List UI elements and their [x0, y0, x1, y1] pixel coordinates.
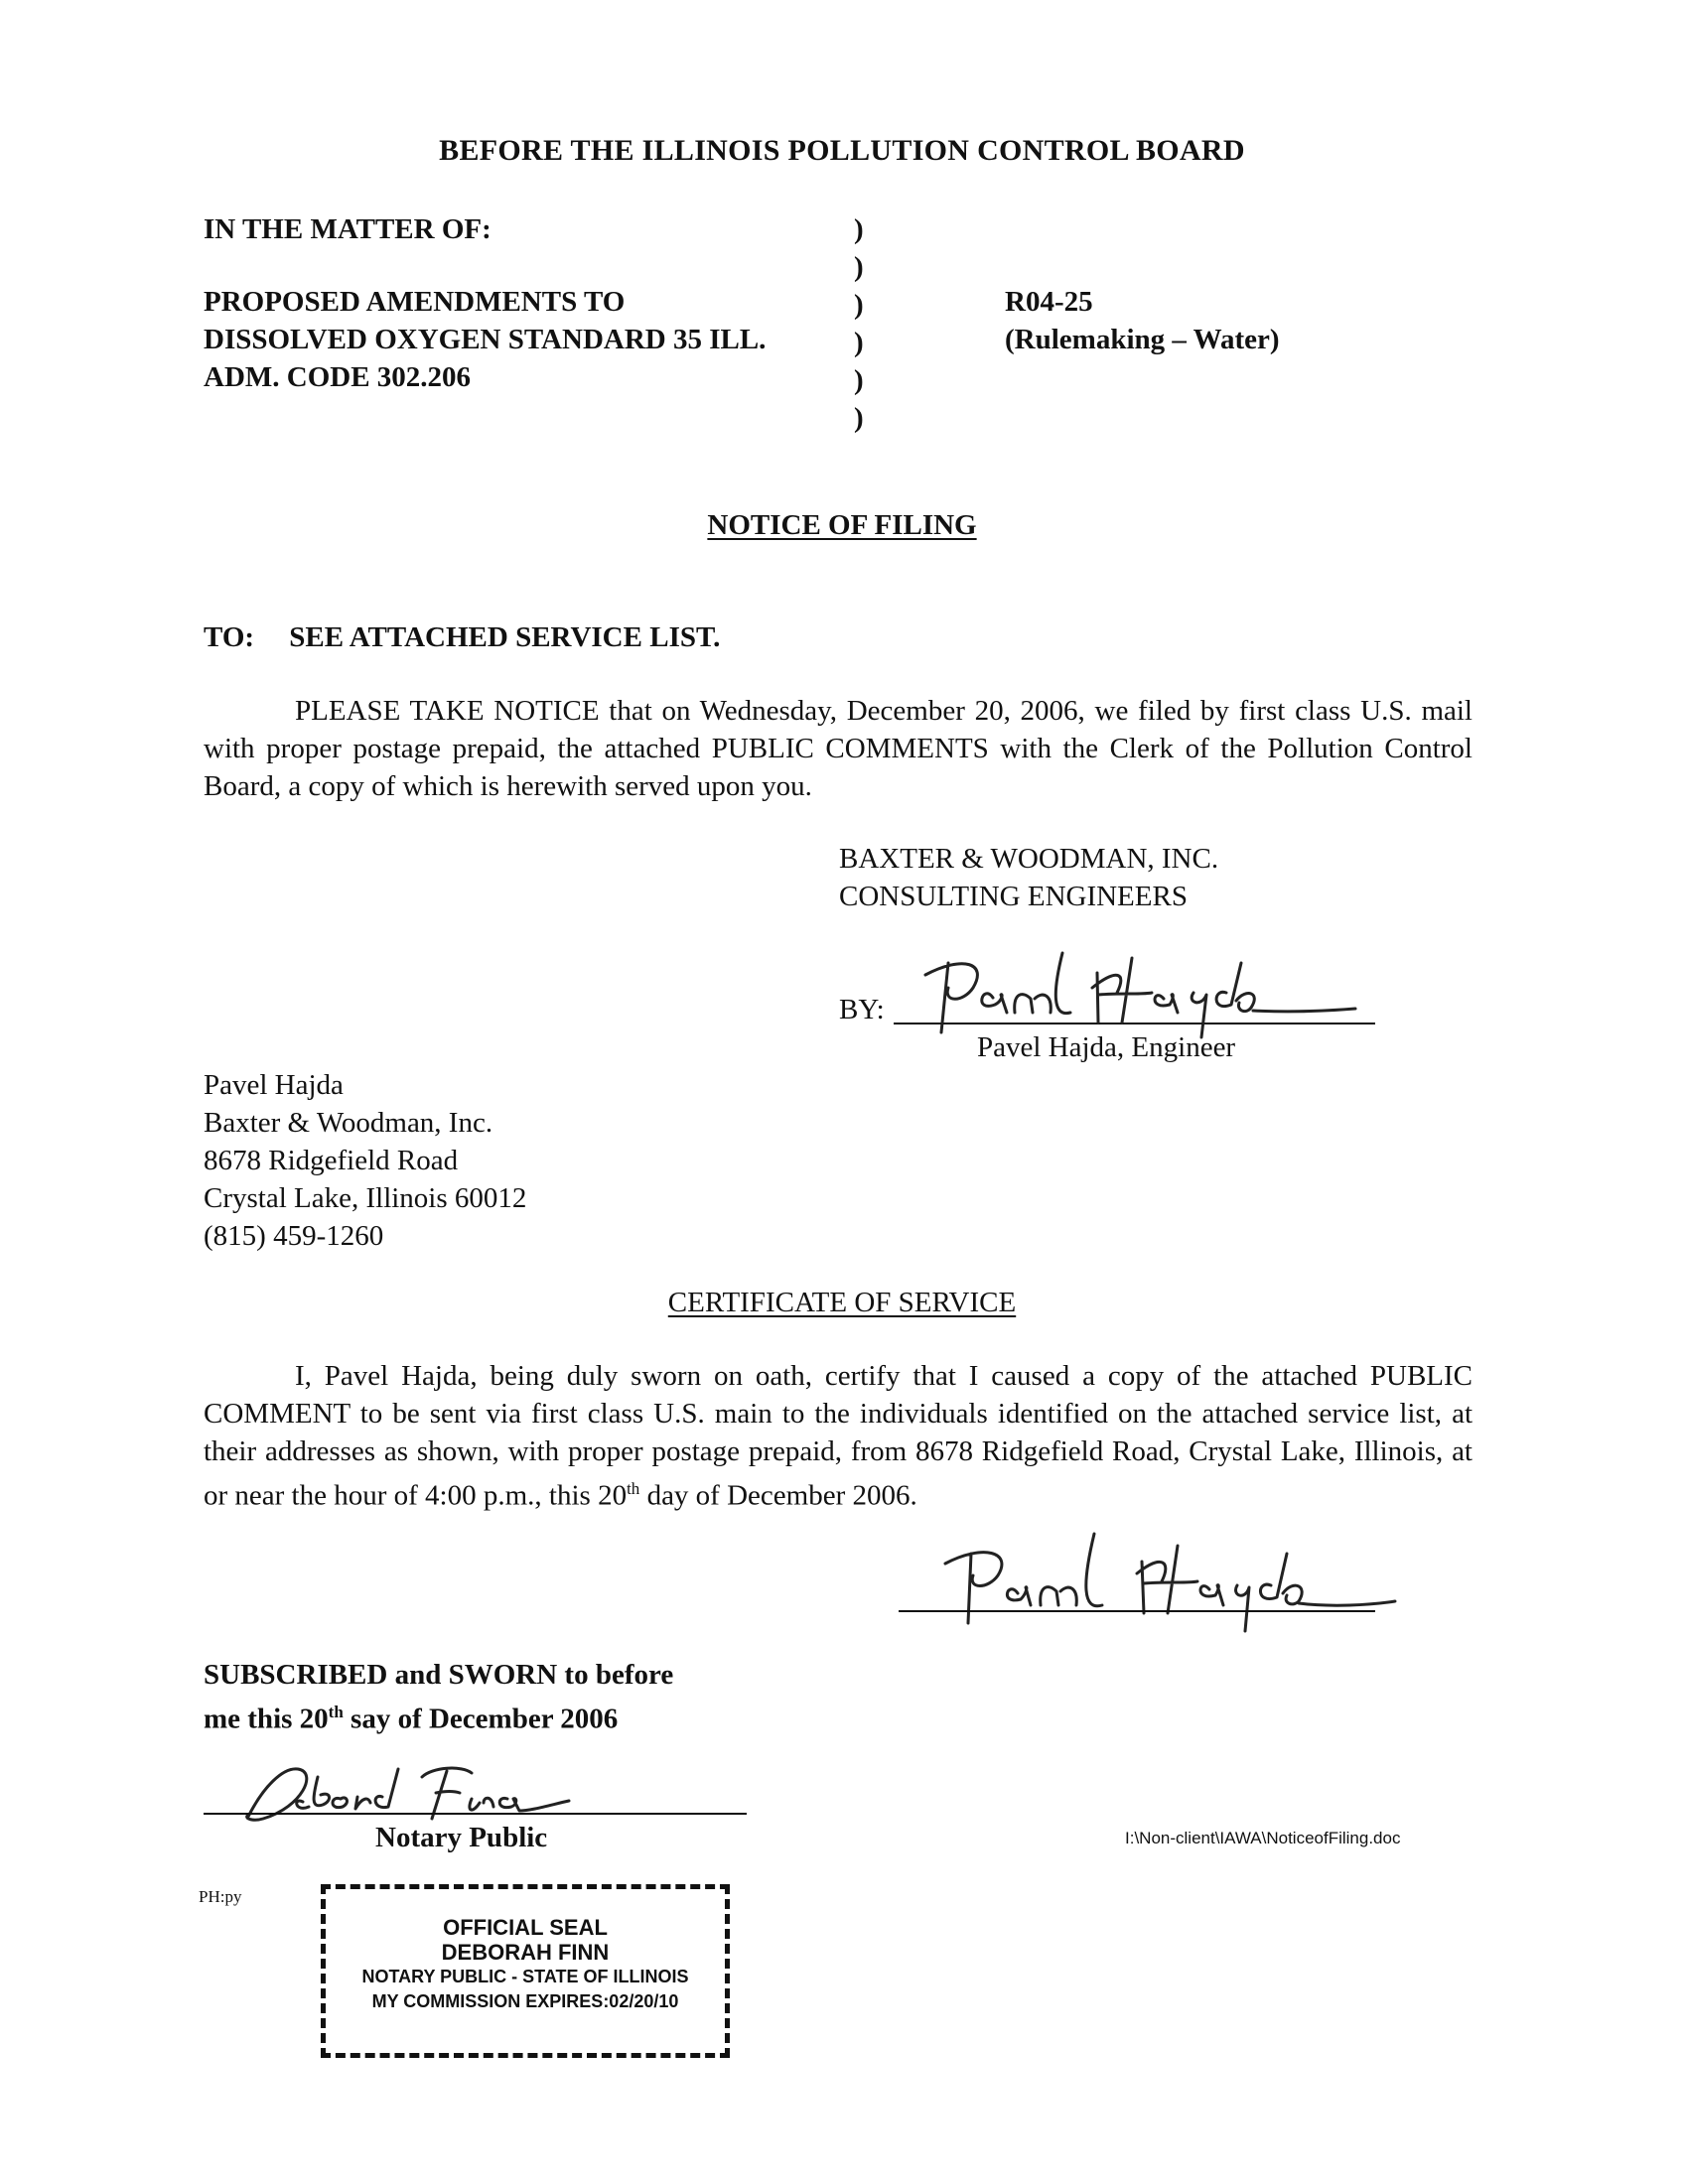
notice-body: PLEASE TAKE NOTICE that on Wednesday, December 20, 2006, we filed by first class U.S. mail with proper postage prepaid, the attached PUBLIC COMMENTS with the Clerk of the Pollution Control Board, a copy of which is herewith served upon you.	[204, 695, 1473, 802]
firm-subtitle: CONSULTING ENGINEERS	[839, 881, 1188, 912]
contact-block	[204, 1066, 526, 1255]
docket	[1005, 283, 1280, 358]
to-value: SEE ATTACHED SERVICE LIST.	[289, 621, 721, 653]
caption-paren: )	[854, 251, 864, 283]
notice-title: NOTICE OF FILING	[707, 509, 977, 541]
to-line	[204, 618, 720, 656]
contact-line: (815) 459-1260	[204, 1220, 384, 1252]
certificate-text-end: day of December 2006.	[639, 1479, 917, 1512]
contact-line: Crystal Lake, Illinois 60012	[204, 1182, 527, 1214]
file-path: I:\Non-client\IAWA\NoticeofFiling.doc	[1125, 1829, 1401, 1847]
notary-public-label: Notary Public	[375, 1822, 548, 1853]
certificate-ordinal: th	[627, 1479, 640, 1498]
caption-paren: )	[854, 213, 864, 245]
board-heading: BEFORE THE ILLINOIS POLLUTION CONTROL BOARD	[439, 134, 1245, 167]
certificate-body	[204, 1357, 1473, 1515]
case-subject-line: ADM. CODE 302.206	[204, 361, 472, 393]
case-subject	[204, 283, 766, 396]
case-subject-line: DISSOLVED OXYGEN STANDARD 35 ILL.	[204, 324, 767, 355]
engineer-signature	[904, 933, 1360, 1042]
docket-number: R04-25	[1005, 286, 1093, 318]
certificate-signature	[933, 1524, 1400, 1633]
notary-signature-line	[204, 1813, 747, 1815]
sworn-line: me this 20th say of December 2006	[204, 1703, 619, 1735]
signer-name: Pavel Hajda, Engineer	[977, 1031, 1236, 1063]
typist-initials: PH:py	[199, 1887, 242, 1906]
caption-paren: )	[854, 364, 864, 396]
case-subject-line: PROPOSED AMENDMENTS TO	[204, 286, 626, 318]
contact-line: Pavel Hajda	[204, 1069, 344, 1101]
caption-paren: )	[854, 327, 864, 358]
firm-block	[839, 840, 1218, 915]
to-label: TO:	[204, 621, 255, 653]
certificate-signature-line	[899, 1610, 1375, 1612]
official-seal-stamp	[321, 1884, 730, 2058]
seal-line: MY COMMISSION EXPIRES:02/20/10	[371, 1991, 679, 2011]
contact-line: Baxter & Woodman, Inc.	[204, 1107, 493, 1139]
seal-line: DEBORAH FINN	[441, 1940, 610, 1965]
caption-paren: )	[854, 289, 864, 321]
caption-parentheses	[854, 210, 864, 437]
certificate-text: I, Pavel Hajda, being duly sworn on oath, certify that I caused a copy of the attached PUBLIC COMMENT to be sent via first class U.S. main to the individuals identified on the attached service list, at their addresses as shown, with proper postage prepaid, from 8678 Ridgefield Road, Crystal Lake, Illinois, at or near the hour of 4:00 p.m., this 20	[204, 1360, 1473, 1512]
contact-line: 8678 Ridgefield Road	[204, 1145, 459, 1176]
caption-paren: )	[854, 402, 864, 434]
firm-name: BAXTER & WOODMAN, INC.	[839, 843, 1219, 875]
seal-line: NOTARY PUBLIC - STATE OF ILLINOIS	[361, 1967, 689, 1986]
docket-type: (Rulemaking – Water)	[1005, 324, 1280, 355]
sworn-statement	[204, 1656, 673, 1738]
certificate-title: CERTIFICATE OF SERVICE	[667, 1287, 1017, 1318]
seal-text	[326, 1915, 725, 2014]
in-the-matter-label: IN THE MATTER OF:	[204, 213, 491, 245]
by-label: BY:	[839, 994, 885, 1025]
seal-line: OFFICIAL SEAL	[443, 1915, 608, 1940]
sworn-line: SUBSCRIBED and SWORN to before	[204, 1659, 674, 1691]
